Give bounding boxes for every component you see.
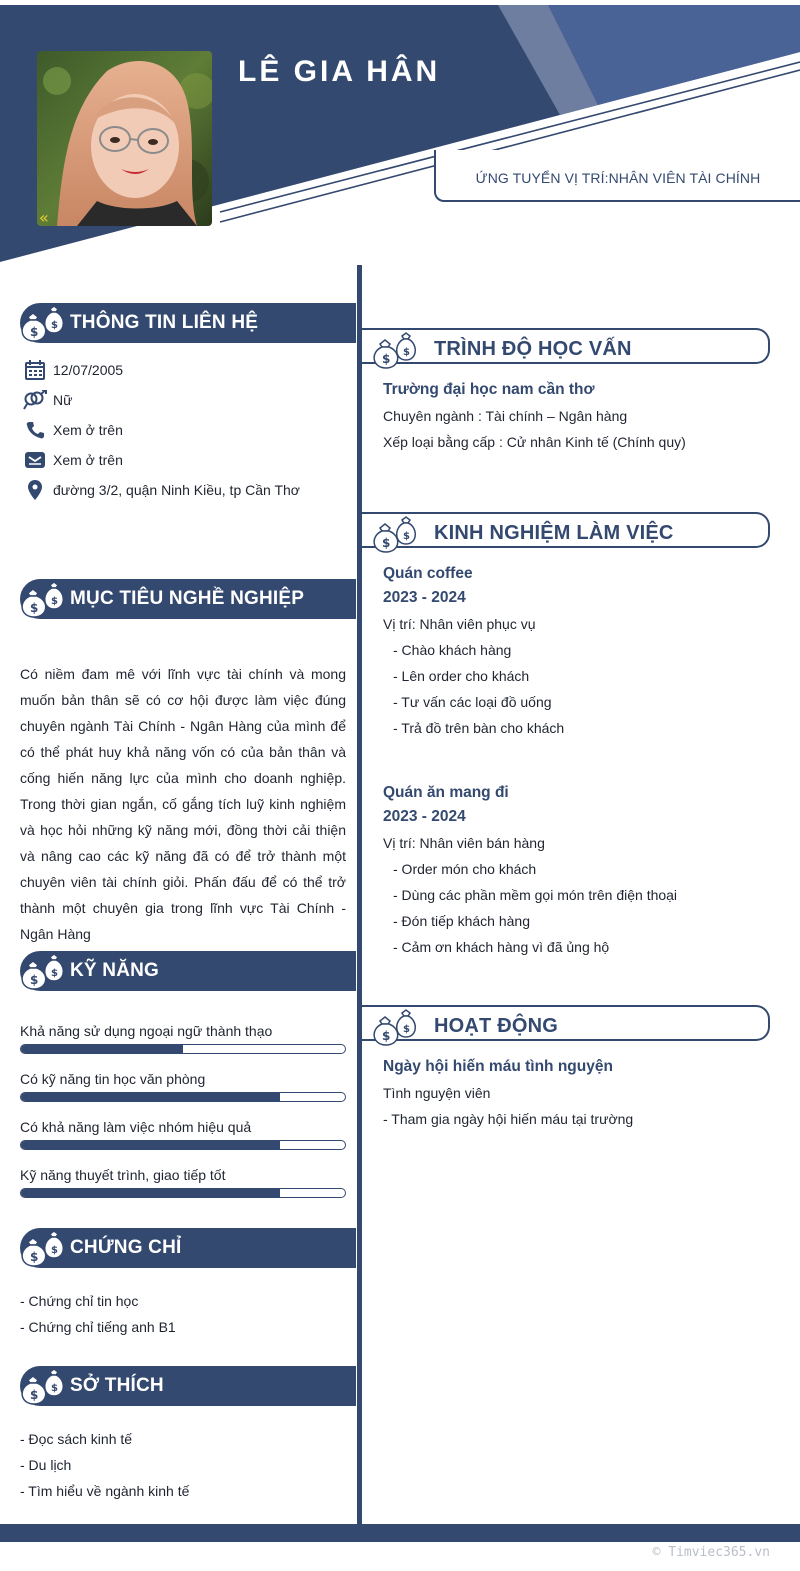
job-task: - Cảm ơn khách hàng vì đã ủng hộ [393,939,610,955]
phone-value: Xem ở trên [53,422,123,438]
skill-bar [20,1092,346,1102]
svg-text:$: $ [51,1245,58,1256]
svg-text:$: $ [382,1029,391,1043]
hobbies-section-header [20,1366,356,1406]
money-bag-icon [372,330,418,370]
objective-text: Có niềm đam mê với lĩnh vực tài chính và mong muốn bản thân sẽ có cơ hội được làm việc đúng chuyên ngành Tài Chính - Ngân Hàng của mình để có thể phát huy khả năng vốn có của bản thân và cống hiến năng lực của mình cho doanh nghiệp. Trong thời gian ngắn, cố gắng tích luỹ kinh nghiệm và học hỏi những kỹ năng mới, đồng thời cải thiện và nâng cao các kỹ năng đã có để trở thành một chuyên viên tài chính giỏi. Phấn đấu để có thể trở thành một chuyên gia trong lĩnh vực Tài Chính - Ngân Hàng [20,666,346,942]
skill-label: Có kỹ năng tin học văn phòng [20,1071,206,1087]
email-icon [22,449,48,471]
job-task: - Chào khách hàng [393,642,512,658]
money-bag-icon [372,514,418,554]
money-bag-icon [20,951,66,991]
certificate-item: - Chứng chỉ tin học [20,1293,139,1309]
activity-role: Tình nguyện viên [383,1085,491,1101]
job-period: 2023 - 2024 [383,808,466,825]
gender-value: Nữ [53,392,73,408]
svg-text:$: $ [30,973,39,987]
hobby-item: - Du lịch [20,1457,72,1473]
position-title: ỨNG TUYỂN VỊ TRÍ:NHÂN VIÊN TÀI CHÍNH [475,170,761,186]
objective-section-header [20,579,356,619]
position-box [434,150,800,202]
objective-section-title: MỤC TIÊU NGHỀ NGHIỆP [70,588,305,609]
svg-text:$: $ [51,1383,58,1394]
svg-text:$: $ [30,1250,39,1264]
footer-bar [0,1524,800,1542]
contact-birthdate [22,359,123,381]
calendar-icon [22,359,48,381]
watermark: © Timviec365.vn [652,1545,770,1560]
contact-gender [22,389,72,411]
money-bag-icon [20,303,66,343]
activities-section-title: HOẠT ĐỘNG [434,1014,559,1037]
hobbies-section-title: SỞ THÍCH [70,1375,164,1396]
profile-photo [37,51,212,226]
skill-bar [20,1140,346,1150]
money-bag-icon [20,1366,66,1406]
phone-icon [22,419,48,441]
job-task: - Lên order cho khách [393,668,530,684]
svg-text:$: $ [403,1024,410,1035]
svg-text:$: $ [51,596,58,607]
skill-bar-fill [21,1189,280,1197]
money-bag-icon [372,1007,418,1047]
skill-bar-fill [21,1093,280,1101]
skill-label: Khả năng sử dụng ngoại ngữ thành thạo [20,1023,273,1039]
activities-section-header [362,1005,770,1041]
svg-text:$: $ [382,536,391,550]
job-task: - Trả đồ trên bàn cho khách [393,720,565,736]
skill-label: Kỹ năng thuyết trình, giao tiếp tốt [20,1167,226,1183]
money-bag-icon [20,579,66,619]
activity-event: Ngày hội hiến máu tình nguyện [383,1058,613,1075]
job-period: 2023 - 2024 [383,589,466,606]
contact-address [22,479,300,501]
svg-text:$: $ [30,325,39,339]
hobby-item: - Tìm hiểu về ngành kinh tế [20,1483,190,1499]
svg-text:$: $ [30,1388,39,1402]
svg-text:$: $ [403,531,410,542]
svg-text:«: « [39,208,49,226]
skill-label: Có khả năng làm việc nhóm hiệu quả [20,1119,252,1135]
job-task: - Dùng các phần mềm gọi món trên điện thoại [393,887,678,903]
money-bag-icon [20,1228,66,1268]
svg-text:$: $ [51,320,58,331]
svg-text:$: $ [403,347,410,358]
experience-section-title: KINH NGHIỆM LÀM VIỆC [434,521,674,544]
skills-section-header [20,951,356,991]
contact-phone [22,419,123,441]
experience-section-header [362,512,770,548]
school-name: Trường đại học nam cần thơ [383,381,595,398]
svg-text:$: $ [51,968,58,979]
certificates-section-title: CHỨNG CHỈ [70,1237,182,1258]
education-degree: Xếp loại bằng cấp : Cử nhân Kinh tế (Chính quy) [383,434,686,450]
job-company: Quán ăn mang đi [383,784,509,801]
certificate-item: - Chứng chỉ tiếng anh B1 [20,1319,176,1335]
gender-icon [22,389,48,411]
contact-section-title: THÔNG TIN LIÊN HỆ [70,312,259,333]
education-section-title: TRÌNH ĐỘ HỌC VẤN [434,337,632,360]
skill-bar-fill [21,1045,183,1053]
contact-email [22,449,123,471]
birthdate-value: 12/07/2005 [53,362,124,378]
skills-section-title: KỸ NĂNG [70,960,160,981]
activity-detail: - Tham gia ngày hội hiến máu tại trường [383,1111,634,1127]
skill-bar [20,1044,346,1054]
skill-bar-fill [21,1141,280,1149]
job-role: Vị trí: Nhân viên bán hàng [383,835,545,851]
skill-bar [20,1188,346,1198]
svg-text:$: $ [30,601,39,615]
email-value: Xem ở trên [53,452,123,468]
education-major: Chuyên ngành : Tài chính – Ngân hàng [383,408,628,424]
job-task: - Đón tiếp khách hàng [393,913,530,929]
contact-section-header [20,303,356,343]
job-company: Quán coffee [383,565,473,582]
candidate-name: LÊ GIA HÂN [238,55,441,88]
hobby-item: - Đọc sách kinh tế [20,1431,133,1447]
education-section-header [362,328,770,364]
certificates-section-header [20,1228,356,1268]
address-value: đường 3/2, quận Ninh Kiều, tp Cần Thơ [53,482,300,498]
svg-text:$: $ [382,352,391,366]
location-icon [22,479,48,501]
column-divider [357,265,362,1527]
job-task: - Tư vấn các loại đồ uống [393,694,552,710]
job-task: - Order món cho khách [393,861,537,877]
job-role: Vị trí: Nhân viên phục vụ [383,616,536,632]
